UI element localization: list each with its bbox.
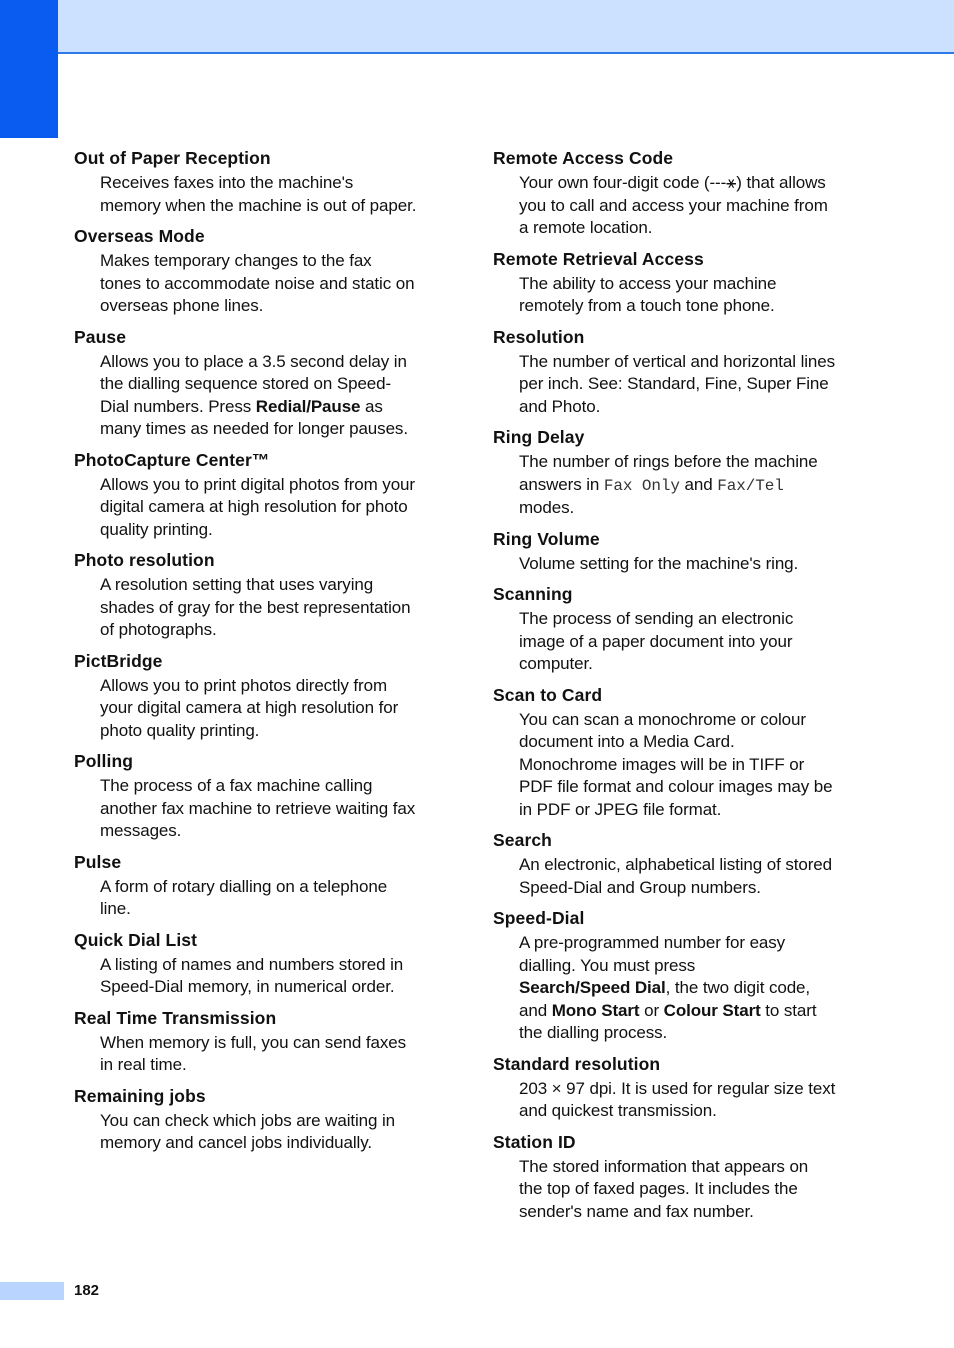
glossary-definition: The process of a fax machine calling another fax machine to retrieve waiting fax messages. — [100, 776, 416, 840]
button-name: Search/Speed Dial — [519, 978, 666, 997]
glossary-entry — [74, 851, 446, 921]
glossary-term: Speed-Dial — [493, 908, 585, 928]
glossary-term: Ring Volume — [493, 528, 600, 549]
glossary-entry — [74, 929, 446, 999]
glossary-entry — [74, 750, 446, 843]
glossary-term: Real Time Transmission — [74, 1007, 277, 1028]
chapter-tab — [0, 0, 58, 138]
button-name: Redial/Pause — [255, 396, 361, 416]
glossary-entry — [74, 549, 446, 642]
glossary-definition: Volume setting for the machine's ring. — [519, 553, 799, 573]
glossary-definition: Allows you to place a 3.5 second delay in the dialling sequence stored on Speed- Dial numbers. Press Redial/Pause as many times as needed for longer pauses. — [100, 351, 408, 438]
glossary-definition: Your own four-digit code (---⚹) that allows you to call and access your machine from a remote location. — [519, 173, 828, 237]
glossary-entry — [74, 449, 446, 542]
glossary-term: Remaining jobs — [74, 1085, 206, 1106]
glossary-definition: A form of rotary dialling on a telephone line. — [100, 876, 388, 918]
glossary-term: PictBridge — [74, 650, 163, 671]
glossary-entry — [74, 225, 446, 318]
glossary-term: Out of Paper Reception — [74, 148, 271, 168]
glossary-definition: The number of vertical and horizontal lines per inch. See: Standard, Fine, Super Fine and Photo. — [519, 351, 836, 416]
glossary-definition: The stored information that appears on the top of faxed pages. It includes the sender's name and fax number. — [519, 1156, 809, 1221]
glossary-definition: Allows you to print digital photos from your digital camera at high resolution for photo quality printing. — [100, 474, 415, 539]
glossary-term: Ring Delay — [493, 427, 585, 447]
glossary-entry — [493, 528, 865, 576]
footer-tab — [0, 1282, 64, 1300]
glossary-entry — [493, 907, 865, 1045]
glossary-term: Photo resolution — [74, 550, 215, 570]
glossary-term: Remote Access Code — [493, 148, 674, 168]
glossary-term: Polling — [74, 751, 134, 771]
glossary-entry — [493, 147, 865, 240]
glossary-definition: An electronic, alphabetical listing of stored Speed-Dial and Group numbers. — [519, 855, 833, 897]
header-band — [0, 0, 954, 54]
glossary-entry — [493, 583, 865, 676]
glossary-definition: A pre-programmed number for easy dialling. You must press Search/Speed Dial, the two digit code, and Mono Start or Colour Start to start the dialling process. — [519, 933, 817, 1042]
glossary-definition: You can check which jobs are waiting in memory and cancel jobs individually. — [100, 1110, 396, 1152]
glossary-term: Scanning — [493, 584, 573, 604]
glossary-term: Pause — [74, 326, 127, 347]
glossary-definition: Makes temporary changes to the fax tones to accommodate noise and static on overseas phone lines. — [100, 251, 415, 315]
glossary-term: Scan to Card — [493, 684, 603, 705]
glossary-term: Quick Dial List — [74, 929, 198, 950]
glossary-term: Pulse — [74, 851, 122, 872]
mode-name: Fax/Tel — [717, 476, 784, 495]
glossary-definition: 203 × 97 dpi. It is used for regular size text and quickest transmission. — [519, 1078, 836, 1120]
page-number: 182 — [74, 1282, 100, 1299]
glossary-left-column — [74, 147, 446, 1163]
glossary-term: Search — [493, 830, 552, 850]
glossary-entry — [74, 1007, 446, 1077]
glossary-entry — [493, 1131, 865, 1224]
glossary-term: Standard resolution — [493, 1053, 661, 1074]
glossary-term: Resolution — [493, 326, 585, 347]
glossary-entry — [74, 147, 446, 217]
glossary-definition: The ability to access your machine remotely from a touch tone phone. — [519, 273, 777, 315]
glossary-definition: A listing of names and numbers stored in Speed-Dial memory, in numerical order. — [100, 954, 404, 996]
glossary-definition: Allows you to print photos directly from your digital camera at high resolution for photo quality printing. — [100, 675, 399, 740]
glossary-entry — [493, 426, 865, 520]
mode-name: Fax Only — [603, 476, 680, 495]
glossary-definition: Receives faxes into the machine's memory when the machine is out of paper. — [100, 173, 417, 215]
glossary-term: Remote Retrieval Access — [493, 248, 704, 269]
glossary-entry — [493, 1053, 865, 1123]
button-name: Colour Start — [663, 1000, 761, 1020]
button-name: Mono Start — [551, 1000, 640, 1020]
glossary-definition: A resolution setting that uses varying shades of gray for the best representation of photographs. — [100, 575, 411, 639]
glossary-definition: The number of rings before the machine answers in Fax Only and Fax/Tel modes. — [519, 452, 818, 517]
glossary-entry — [74, 1085, 446, 1155]
glossary-right-column — [493, 147, 865, 1231]
glossary-term: Station ID — [493, 1131, 576, 1152]
glossary-entry — [493, 829, 865, 899]
glossary-definition: When memory is full, you can send faxes in real time. — [100, 1032, 407, 1074]
glossary-entry — [493, 248, 865, 318]
glossary-entry — [74, 326, 446, 441]
glossary-entry — [493, 684, 865, 822]
glossary-entry — [74, 650, 446, 743]
glossary-definition: You can scan a monochrome or colour document into a Media Card. Monochrome images will be in TIFF or PDF file format and colour images may be in PDF or JPEG file format. — [519, 709, 833, 819]
glossary-term: Overseas Mode — [74, 226, 205, 246]
glossary-entry — [493, 326, 865, 419]
glossary-term: PhotoCapture Center™ — [74, 449, 270, 470]
glossary-definition: The process of sending an electronic image of a paper document into your computer. — [519, 609, 794, 673]
